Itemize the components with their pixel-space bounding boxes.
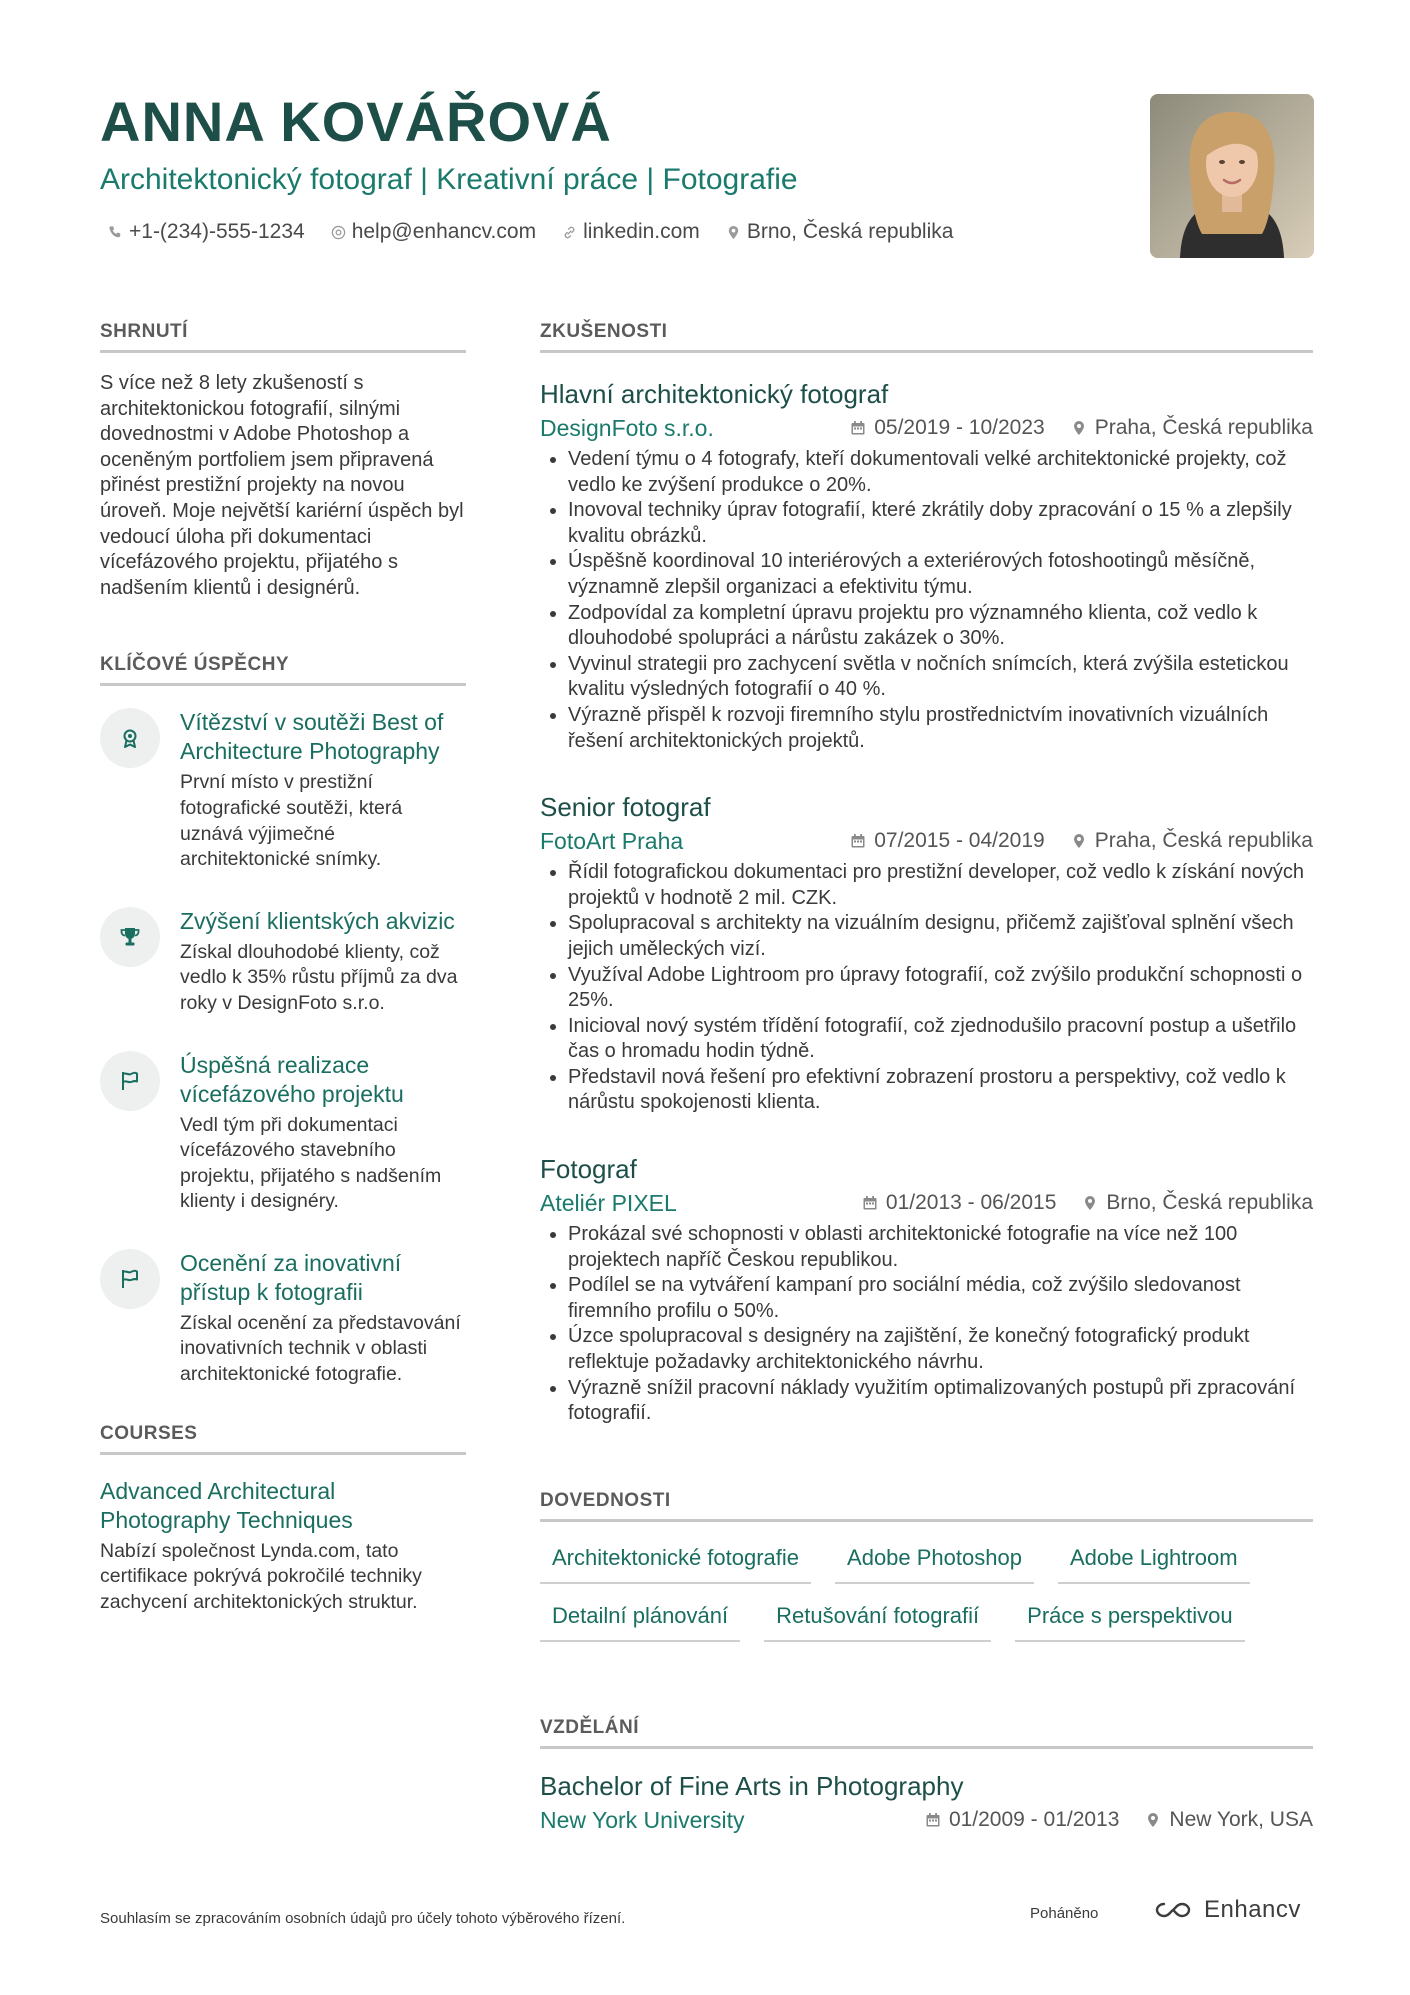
education-dates (925, 1805, 1119, 1835)
award-icon (100, 708, 160, 768)
job-bullet: • Představil nová řešení pro efektivní zobrazení prostoru a perspektivy, což vedlo k nárůstu spokojenosti klienta. (568, 1065, 1313, 1116)
job-bullet: • Vedení týmu o 4 fotografy, kteří dokumentovali velké architektonické projekty, což vedlo ke zvýšení produkce o 20%. (568, 447, 1313, 498)
location-pin-icon (726, 225, 741, 240)
job-location-text: Brno, Česká republika (1106, 1191, 1313, 1215)
contact-email[interactable] (331, 218, 536, 246)
achievement-title: Úspěšná realizace vícefázového projektu (180, 1051, 404, 1107)
skill-tag: Architektonické fotografie (540, 1536, 811, 1584)
job-bullets (540, 1222, 1313, 1427)
skills-section (540, 1489, 1313, 1652)
contact-location (726, 218, 954, 246)
job-bullets (540, 447, 1313, 754)
achievement-desc: Získal dlouhodobé klienty, což vedlo k 35% růstu příjmů za dva roky v DesignFoto s.r.o. (180, 940, 458, 1014)
job-location (1071, 413, 1313, 443)
job-location-text: Praha, Česká republika (1094, 829, 1313, 853)
phone-text: +1-(234)-555-1234 (129, 220, 305, 243)
candidate-headline: Architektonický fotograf | Kreativní práce | Fotografie (100, 163, 798, 196)
enhancv-logo-icon (1150, 1898, 1196, 1922)
job-company: DesignFoto s.r.o. (540, 415, 714, 441)
job-location (1082, 1188, 1313, 1218)
job-bullet: • Inicioval nový systém třídění fotografií, což zjednodušilo pracovní postup a ušetřilo čas o hromadu hodin týdně. (568, 1014, 1313, 1065)
contact-phone (108, 218, 305, 246)
job-dates (862, 1188, 1056, 1218)
email-text: help@enhancv.com (351, 220, 537, 243)
education-degree: Bachelor of Fine Arts in Photography (540, 1770, 964, 1801)
experience-heading: ZKUŠENOSTI (540, 320, 1313, 353)
job-company: FotoArt Praha (540, 828, 684, 855)
job-location (1071, 826, 1313, 856)
left-column (100, 320, 466, 1615)
achievements-section (100, 653, 466, 1387)
enhancv-brand-text: Enhancv (1204, 1896, 1301, 1923)
job-bullet: • Výrazně přispěl k rozvoji firemního stylu prostřednictvím inovativních vizuálních řešení architektonických projektů. (568, 703, 1313, 754)
skills-list (540, 1536, 1313, 1652)
powered-by-label: Poháněno (1030, 1905, 1099, 1922)
job-bullet: • Úzce spolupracoval s designéry na zajištění, že konečný fotografický produkt reflektuje požadavky architektonického návrhu. (568, 1324, 1313, 1375)
job-entry (540, 1152, 1313, 1427)
job-entry (540, 377, 1313, 754)
trophy-icon (100, 907, 160, 967)
link-icon (562, 225, 577, 240)
contact-bar (108, 218, 953, 246)
job-dates (850, 413, 1044, 443)
flag-icon (100, 1051, 160, 1111)
summary-text: S více než 8 lety zkušeností s architektonickou fotografií, silnými dovednostmi v Adobe Photoshop a oceněným portfoliem jsem připravená přinést prestižní projekty na novou úroveň. Moje největší kariérní úspěch byl vedoucí úloha při dokumentaci vícefázového projektu, přijatého s nadšením klientů i designérů. (100, 372, 464, 599)
courses-section (100, 1422, 466, 1616)
achievements-heading: KLÍČOVÉ ÚSPĚCHY (100, 653, 466, 686)
summary-section (100, 320, 466, 601)
achievement-title: Ocenění za inovativní přístup k fotografii (180, 1249, 402, 1305)
job-location-text: Praha, Česká republika (1094, 416, 1313, 439)
job-bullets (540, 860, 1313, 1116)
education-section (540, 1716, 1313, 1835)
summary-heading: SHRNUTÍ (100, 320, 466, 353)
profile-photo (1150, 94, 1314, 258)
job-bullet: • Zodpovídal za kompletní úpravu projektu pro významného klienta, což vedlo k dlouhodobé spolupráci a nárůstu zakázek o 30%. (568, 601, 1313, 652)
job-dates-text: 07/2015 - 04/2019 (874, 829, 1045, 853)
achievement-desc: První místo v prestižní fotografické soutěži, která uznává výjimečné architektonické snímky. (180, 771, 403, 871)
achievement-title: Vítězství v soutěži Best of Architecture Photography (180, 709, 444, 765)
calendar-icon (850, 833, 866, 849)
skill-tag: Adobe Photoshop (835, 1536, 1034, 1584)
consent-note: Souhlasím se zpracováním osobních údajů pro účely tohoto výběrového řízení. (100, 1910, 626, 1927)
job-entry (540, 790, 1313, 1116)
achievement-desc: Vedl tým při dokumentaci vícefázového stavebního projektu, přijatého s nadšením klienty i designéry. (180, 1113, 442, 1213)
contact-linkedin[interactable] (562, 218, 700, 246)
job-title: Fotograf (540, 1154, 637, 1185)
location-pin-icon (1071, 420, 1087, 436)
job-title: Senior fotograf (540, 792, 711, 823)
achievement-item (100, 1249, 466, 1388)
job-dates-text: 05/2019 - 10/2023 (874, 416, 1045, 439)
job-bullet: • Inovoval techniky úprav fotografií, které zkrátily doby zpracování o 15 % a zlepšily kvalitu obrázků. (568, 498, 1313, 549)
skill-tag: Adobe Lightroom (1058, 1536, 1250, 1584)
flag-icon (100, 1249, 160, 1309)
job-bullet: • Řídil fotografickou dokumentaci pro prestižní developer, což vedlo k získání nových projektů v hodnotě 2 mil. CZK. (568, 860, 1313, 911)
course-desc: Nabízí společnost Lynda.com, tato certifikace pokrývá pokročilé techniky zachycení architektonických struktur. (100, 1539, 422, 1613)
achievement-item (100, 907, 466, 1017)
achievements-list (100, 708, 466, 1387)
calendar-icon (862, 1195, 878, 1211)
calendar-icon (925, 1812, 941, 1828)
education-dates-text: 01/2009 - 01/2013 (948, 1807, 1120, 1831)
education-entry (540, 1769, 1313, 1835)
education-school: New York University (540, 1806, 745, 1833)
achievement-desc: Získal ocenění za představování inovativních technik v oblasti architektonické fotografie. (180, 1311, 461, 1386)
skill-tag: Práce s perspektivou (1015, 1594, 1244, 1642)
job-bullet: • Využíval Adobe Lightroom pro úpravy fotografií, což zvýšilo produkční schopnosti o 25%. (568, 963, 1313, 1014)
location-pin-icon (1082, 1195, 1098, 1211)
achievement-item (100, 1051, 466, 1215)
job-company: Ateliér PIXEL (540, 1190, 677, 1217)
experience-section (540, 320, 1313, 1427)
right-column (540, 320, 1313, 1835)
skill-tag: Detailní plánování (540, 1594, 740, 1642)
location-pin-icon (1071, 833, 1087, 849)
job-bullet: • Výrazně snížil pracovní náklady využitím optimalizovaných postupů při zpracování fotografií. (568, 1376, 1313, 1427)
calendar-icon (850, 420, 866, 436)
course-title: Advanced Architectural Photography Techniques (100, 1477, 353, 1533)
phone-icon (108, 225, 123, 240)
location-pin-icon (1145, 1812, 1161, 1828)
enhancv-logo[interactable] (1150, 1896, 1301, 1924)
education-location-text: New York, USA (1169, 1807, 1313, 1831)
job-bullet: • Spolupracoval s architekty na vizuálním designu, přičemž zajišťoval splnění všech jejich uměleckých vizí. (568, 911, 1313, 962)
job-bullet: • Vyvinul strategii pro zachycení světla v nočních snímcích, která zvýšila estetickou kvalitu výsledných fotografií o 40 %. (568, 652, 1313, 703)
skills-heading: DOVEDNOSTI (540, 1489, 1313, 1522)
job-title: Hlavní architektonický fotograf (540, 379, 889, 409)
job-bullet: • Podílel se na vytváření kampaní pro sociální média, což zvýšilo sledovanost firemního profilu o 50%. (568, 1273, 1313, 1324)
at-icon (331, 225, 346, 240)
linkedin-text: linkedin.com (583, 220, 700, 243)
courses-heading: COURSES (100, 1422, 466, 1455)
candidate-name: ANNA KOVÁŘOVÁ (100, 90, 612, 153)
education-location (1145, 1805, 1313, 1835)
job-bullet: • Prokázal své schopnosti v oblasti architektonické fotografie na více než 100 projektech napříč Českou republikou. (568, 1222, 1313, 1273)
achievement-title: Zvýšení klientských akvizic (180, 907, 455, 934)
portrait-image (1150, 94, 1314, 258)
job-dates-text: 01/2013 - 06/2015 (885, 1191, 1057, 1215)
job-bullet: • Úspěšně koordinoval 10 interiérových a exteriérových fotoshootingů měsíčně, významně zlepšil organizaci a efektivitu týmu. (568, 549, 1313, 600)
education-heading: VZDĚLÁNÍ (540, 1716, 1313, 1749)
location-text: Brno, Česká republika (746, 220, 954, 243)
job-dates (850, 826, 1044, 856)
achievement-item (100, 708, 466, 872)
skill-tag: Retušování fotografií (764, 1594, 991, 1642)
